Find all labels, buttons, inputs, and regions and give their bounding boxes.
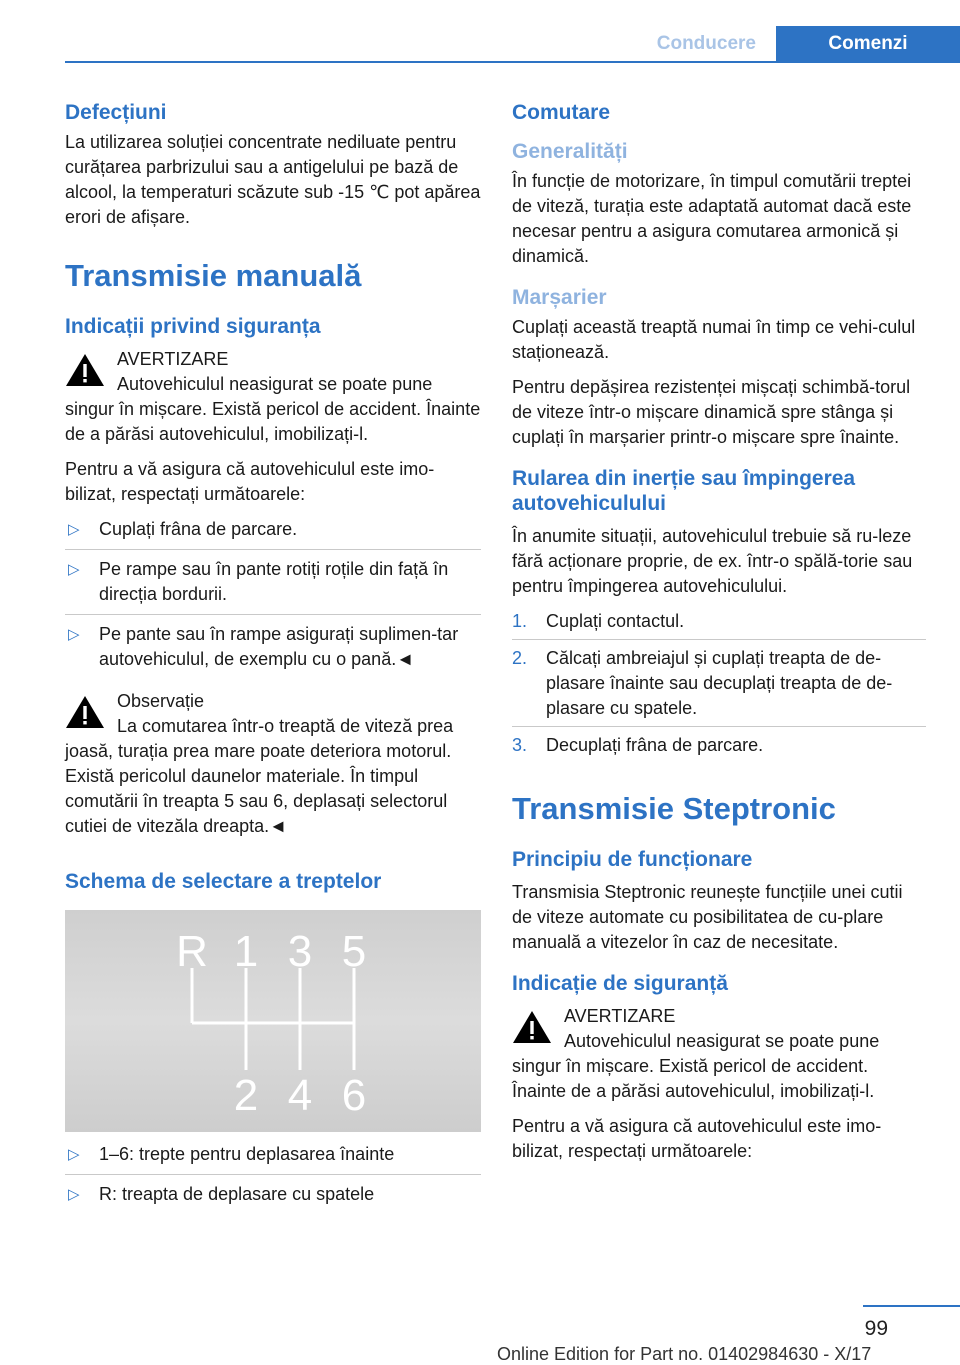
gear-label-1: 1	[233, 927, 259, 976]
edition-footer: Online Edition for Part no. 01402984630 - X/17	[497, 1344, 872, 1364]
warning-block-3	[512, 1004, 926, 1104]
schema-heading: Schema de selectare a treptelor	[65, 870, 382, 893]
generalitati-text: În funcție de motorizare, în timpul comutării treptei de viteză, turația este adaptată automat dacă este necesar pentru a asigura comutarea armonică și dinamică.	[512, 171, 912, 266]
warning-title: AVERTIZARE	[117, 349, 229, 369]
list-item: ▷ Pe rampe sau în pante rotiți roțile din față în direcția bordurii.	[65, 557, 481, 615]
comutare-heading: Comutare	[512, 101, 611, 124]
asigura-text: Pentru a vă asigura că autovehiculul este imo-bilizat, respectați următoarele:	[512, 1116, 882, 1161]
gear-label-5: 5	[341, 927, 367, 976]
gear-label-r: R	[176, 927, 208, 976]
warning-block-1	[65, 347, 481, 447]
warning-text: Autovehiculul neasigurat se poate pune singur în mișcare. Există pericol de accident. Înainte de a părăsi autovehiculul, imobilizați-l.	[65, 374, 481, 444]
observatie-title: Observație	[117, 691, 205, 711]
warning-title: AVERTIZARE	[564, 1006, 676, 1026]
header-rule	[65, 61, 960, 63]
list-item: ▷ Cuplați frâna de parcare.	[65, 517, 481, 550]
principiu-text: Transmisia Steptronic reunește funcțiile unei cutii de viteze automate cu posibilitatea de cu-plare manuală a vitezelor în caz de necesitate.	[512, 882, 903, 952]
list-item: 1. Cuplați contactul.	[512, 609, 926, 640]
triangle-bullet-icon: ▷	[68, 561, 80, 578]
gear-label-4: 4	[287, 1071, 313, 1120]
marsarier-text-1: Cuplați această treaptă numai în timp ce vehi-culul staționează.	[512, 317, 916, 362]
list-item: ▷ Pe pante sau în rampe asigurați suplimen-tar autovehiculul, de exemplu cu o pană.◄	[68, 624, 459, 669]
left-column	[65, 100, 481, 1224]
tab-comenzi[interactable]: Comenzi	[776, 26, 960, 62]
warning-triangle-icon	[65, 353, 105, 387]
list-item: ▷ R: treapta de deplasare cu spatele	[65, 1182, 481, 1214]
right-column	[512, 100, 926, 1174]
safety-bullet-list	[65, 517, 481, 679]
triangle-bullet-icon: ▷	[68, 626, 80, 643]
triangle-bullet-icon: ▷	[68, 521, 80, 538]
siguranta-heading: Indicații privind siguranța	[65, 315, 321, 338]
list-item: 3. Decuplați frâna de parcare.	[512, 735, 764, 755]
indicatie-heading: Indicație de siguranță	[512, 972, 728, 995]
list-item: 2. Călcați ambreiajul și cuplați treapta de de-plasare înainte sau decuplați treapta de de-plasare cu spatele.	[512, 646, 926, 727]
rulare-heading: Rularea din inerție sau împingerea autovehiculului	[512, 467, 856, 515]
transmisie-manuala-title: Transmisie manuală	[65, 258, 362, 293]
triangle-bullet-icon: ▷	[68, 1146, 80, 1163]
list-item: ▷ 1–6: trepte pentru deplasarea înainte	[65, 1142, 481, 1175]
footer-rule	[863, 1305, 960, 1307]
asigura-text: Pentru a vă asigura că autovehiculul este imo-bilizat, respectați următoarele:	[65, 459, 435, 504]
principiu-heading: Principiu de funcționare	[512, 848, 753, 871]
gear-shift-diagram	[65, 910, 481, 1132]
warning-block-2	[65, 689, 481, 839]
steptronic-title: Transmisie Steptronic	[512, 791, 836, 826]
steps-list	[512, 609, 926, 763]
gear-label-3: 3	[287, 927, 313, 976]
triangle-bullet-icon: ▷	[68, 1186, 80, 1203]
observatie-text: La comutarea într-o treaptă de viteză prea joasă, turația prea mare poate deteriora motorul. Există pericolul daunelor materiale. În timpul comutării în treapta 5 sau 6, deplasați selectorul cutiei de vitezăla dreapta.◄	[65, 716, 454, 836]
warning-triangle-icon	[65, 695, 105, 729]
marsarier-text-2: Pentru depășirea rezistenței mișcați schimbă-torul de viteze într-o mișcare dinamică spre stânga și cuplați în marșarier printr-o mișcare spre înainte.	[512, 377, 911, 447]
marsarier-heading: Marșarier	[512, 286, 607, 309]
gear-bullet-list	[65, 1142, 481, 1214]
header-tabs	[637, 26, 960, 62]
warning-text: Autovehiculul neasigurat se poate pune singur în mișcare. Există pericol de accident. Înainte de a părăsi autovehiculul, imobilizați-l.	[512, 1031, 880, 1101]
rulare-text: În anumite situații, autovehiculul trebuie să ru-leze fără acționare proprie, de ex. într-o spălă-torie sau pentru împingerea autovehiculului.	[512, 526, 913, 596]
gear-label-6: 6	[341, 1071, 367, 1120]
warning-triangle-icon	[512, 1010, 552, 1044]
generalitati-heading: Generalități	[512, 140, 628, 163]
page-number: 99	[864, 1317, 888, 1340]
tab-conducere[interactable]: Conducere	[637, 26, 776, 62]
defectiuni-heading: Defecțiuni	[65, 101, 167, 124]
gear-label-2: 2	[233, 1071, 259, 1120]
defectiuni-text: La utilizarea soluției concentrate nediluate pentru curățarea parbrizului sau a antigelului pe bază de alcool, la temperaturi scăzute sub -15 ℃ pot apărea erori de afișare.	[65, 132, 481, 227]
